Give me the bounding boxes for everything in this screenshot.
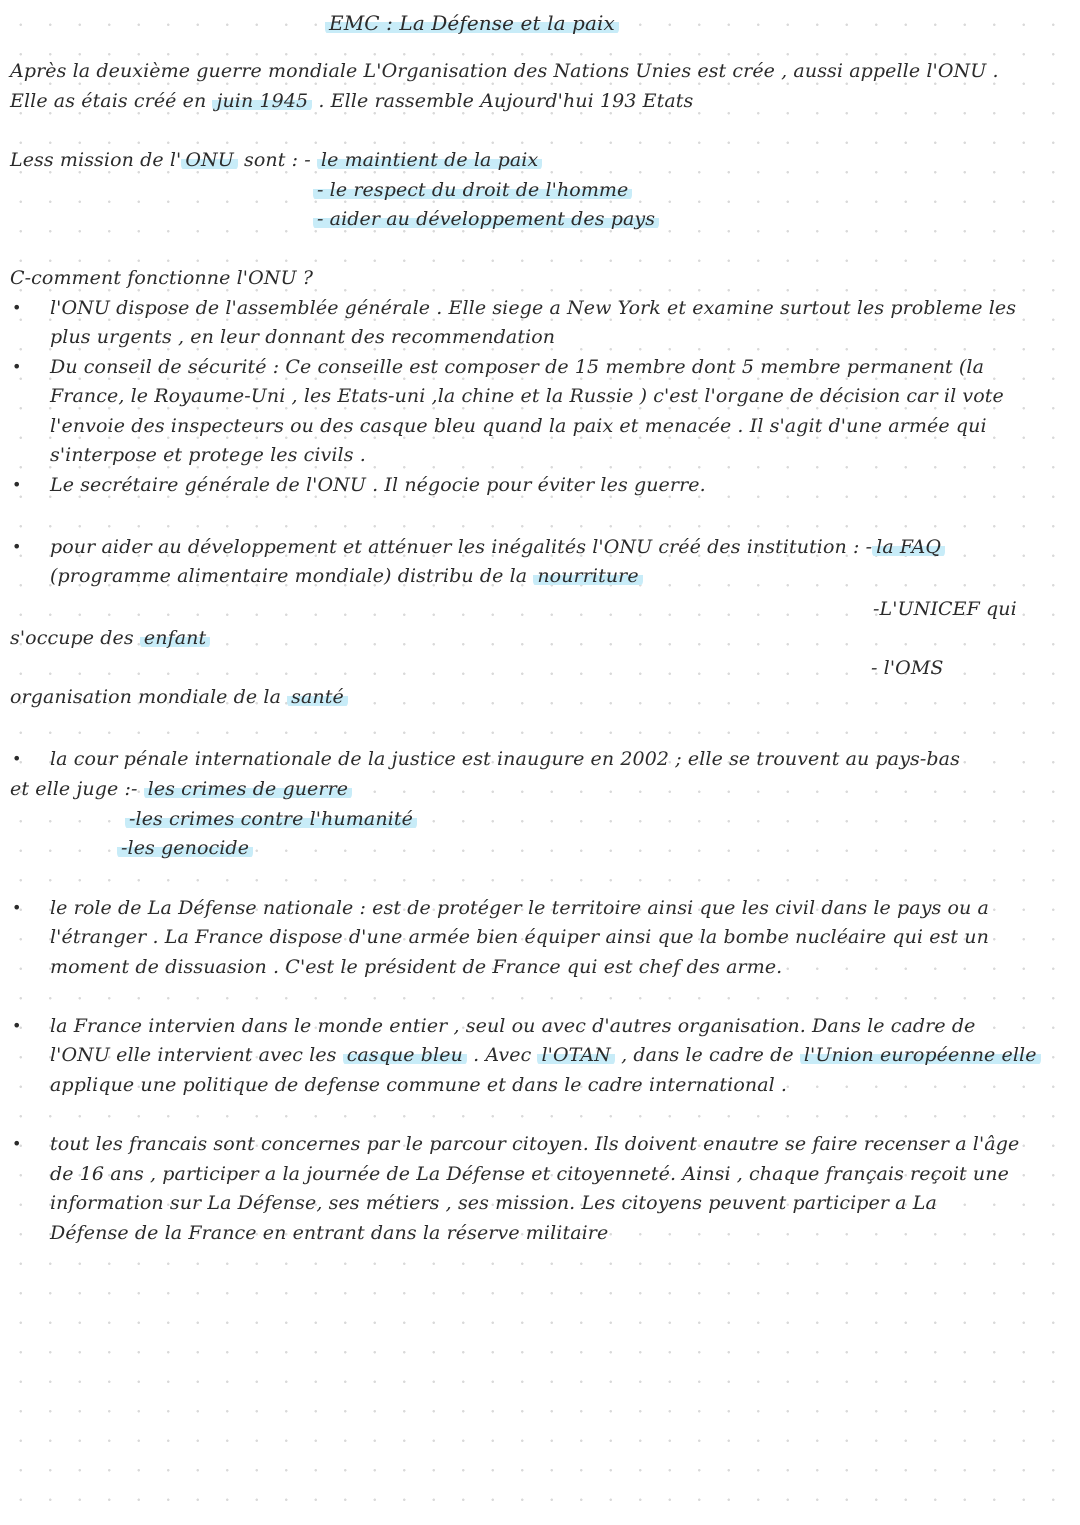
citoyen-line: tout les francais sont concernes par le parcour citoyen. Ils doivent enautre se faire recenser a l'âge bbox=[50, 1133, 1020, 1155]
institutions-line-2a: (programme alimentaire mondiale) distribu de la bbox=[50, 565, 528, 587]
crime-item: -les genocide bbox=[117, 837, 253, 859]
bullet-icon: • bbox=[12, 298, 22, 317]
defense-line: moment de dissuasion . C'est le président de France qui est chef des arme. bbox=[50, 956, 783, 978]
intervention-line-3: applique une politique de defense commune et dans le cadre international . bbox=[50, 1074, 788, 1096]
enfant-highlight: enfant bbox=[140, 627, 210, 649]
conseil-line: s'interpose et protege les civils . bbox=[50, 444, 366, 466]
intervention-line-2a: l'ONU elle intervient avec les bbox=[50, 1044, 337, 1066]
bullet-icon: • bbox=[12, 537, 22, 556]
intro-line-2a: Elle as étais créé en bbox=[10, 90, 207, 112]
bullet-icon: • bbox=[12, 1016, 22, 1035]
mission-item: le maintient de la paix bbox=[317, 149, 542, 171]
conseil-line: Du conseil de sécurité : Ce conseille est composer de 15 membre dont 5 membre permanent (la bbox=[50, 356, 985, 378]
oms-line: - l'OMS bbox=[871, 657, 944, 679]
crime-item: les crimes de guerre bbox=[144, 778, 352, 800]
citoyen-line: information sur La Défense, ses métiers , ses mission. Les citoyens peuvent participer a La bbox=[50, 1192, 937, 1214]
intro-line-1: Après la deuxième guerre mondiale L'Organisation des Nations Unies est crée , aussi appelle l'ONU . bbox=[10, 60, 999, 82]
bullet-icon: • bbox=[12, 357, 22, 376]
casque-bleu-highlight: casque bleu bbox=[343, 1044, 467, 1066]
oms-line-2 bbox=[10, 684, 348, 710]
defense-line: l'étranger . La France dispose d'une armée bien équiper ainsi que la bombe nucléaire qui est un bbox=[50, 926, 989, 948]
citoyen-line: de 16 ans , participer a la journée de La Défense et citoyenneté. Ainsi , chaque français reçoit une bbox=[50, 1163, 1009, 1185]
mission-item-row bbox=[313, 206, 659, 232]
bullet-icon: • bbox=[12, 898, 22, 917]
intervention-line-1: la France intervien dans le monde entier , seul ou avec d'autres organisation. Dans le cadre de bbox=[50, 1015, 976, 1037]
page-title-text: EMC : La Défense et la paix bbox=[325, 11, 619, 35]
intervention-line-2 bbox=[50, 1042, 1041, 1068]
ue-highlight: l'Union européenne elle bbox=[800, 1044, 1041, 1066]
institutions-line-1a: pour aider au développement et atténuer les inégalités l'ONU créé des institution : - bbox=[50, 536, 873, 558]
otan-highlight: l'OTAN bbox=[537, 1044, 614, 1066]
assemblee-line: l'ONU dispose de l'assemblée générale . Elle siege a New York et examine surtout les probleme les bbox=[50, 297, 1017, 319]
bullet-icon: • bbox=[12, 1134, 22, 1153]
oms-line-2a: organisation mondiale de la bbox=[10, 686, 282, 708]
unicef-line: -L'UNICEF qui bbox=[873, 598, 1017, 620]
defense-line: le role de La Défense nationale : est de protéger le territoire ainsi que les civil dans le pays ou a bbox=[50, 897, 989, 919]
crime-item: -les crimes contre l'humanité bbox=[125, 808, 417, 830]
sante-highlight: santé bbox=[287, 686, 348, 708]
intro-line-2b: . Elle rassemble Aujourd'hui 193 Etats bbox=[318, 90, 694, 112]
secretaire-line: Le secrétaire générale de l'ONU . Il négocie pour éviter les guerre. bbox=[50, 474, 706, 496]
faq-highlight: la FAQ bbox=[872, 536, 945, 558]
section-heading: C-comment fonctionne l'ONU ? bbox=[10, 267, 314, 289]
cour-line-2a: et elle juge :- bbox=[10, 778, 138, 800]
unicef-line-2a: s'occupe des bbox=[10, 627, 134, 649]
bullet-icon: • bbox=[12, 475, 22, 494]
date-highlight: juin 1945 bbox=[212, 90, 312, 112]
crime-row bbox=[125, 806, 417, 832]
missions-onu-highlight: ONU bbox=[181, 149, 238, 171]
page-title bbox=[325, 10, 619, 36]
assemblee-line: plus urgents , en leur donnant des recommendation bbox=[50, 326, 556, 348]
mission-item: - aider au développement des pays bbox=[313, 208, 659, 230]
intervention-line-2c: , dans le cadre de bbox=[621, 1044, 794, 1066]
mission-item: - le respect du droit de l'homme bbox=[313, 179, 632, 201]
nourriture-highlight: nourriture bbox=[533, 565, 642, 587]
mission-item-row bbox=[313, 177, 632, 203]
missions-lead-a: Less mission de l' bbox=[10, 149, 182, 171]
institutions-line-1 bbox=[50, 534, 945, 560]
crime-row bbox=[117, 835, 253, 861]
unicef-line-2 bbox=[10, 625, 210, 651]
missions-lead bbox=[10, 147, 542, 173]
missions-lead-b: sont : - bbox=[244, 149, 311, 171]
conseil-line: France, le Royaume-Uni , les Etats-uni ,la chine et la Russie ) c'est l'organe de décision car il vote bbox=[50, 385, 1004, 407]
cour-line-1: la cour pénale internationale de la justice est inaugure en 2002 ; elle se trouvent au pays-bas bbox=[50, 748, 960, 770]
citoyen-line: Défense de la France en entrant dans la réserve militaire bbox=[50, 1222, 609, 1244]
intro-line-2 bbox=[10, 88, 693, 114]
bullet-icon: • bbox=[12, 749, 22, 768]
institutions-line-2 bbox=[50, 563, 643, 589]
cour-line-2 bbox=[10, 776, 352, 802]
conseil-line: l'envoie des inspecteurs ou des casque bleu quand la paix et menacée . Il s'agit d'une armée qui bbox=[50, 415, 987, 437]
intervention-line-2b: . Avec bbox=[473, 1044, 532, 1066]
